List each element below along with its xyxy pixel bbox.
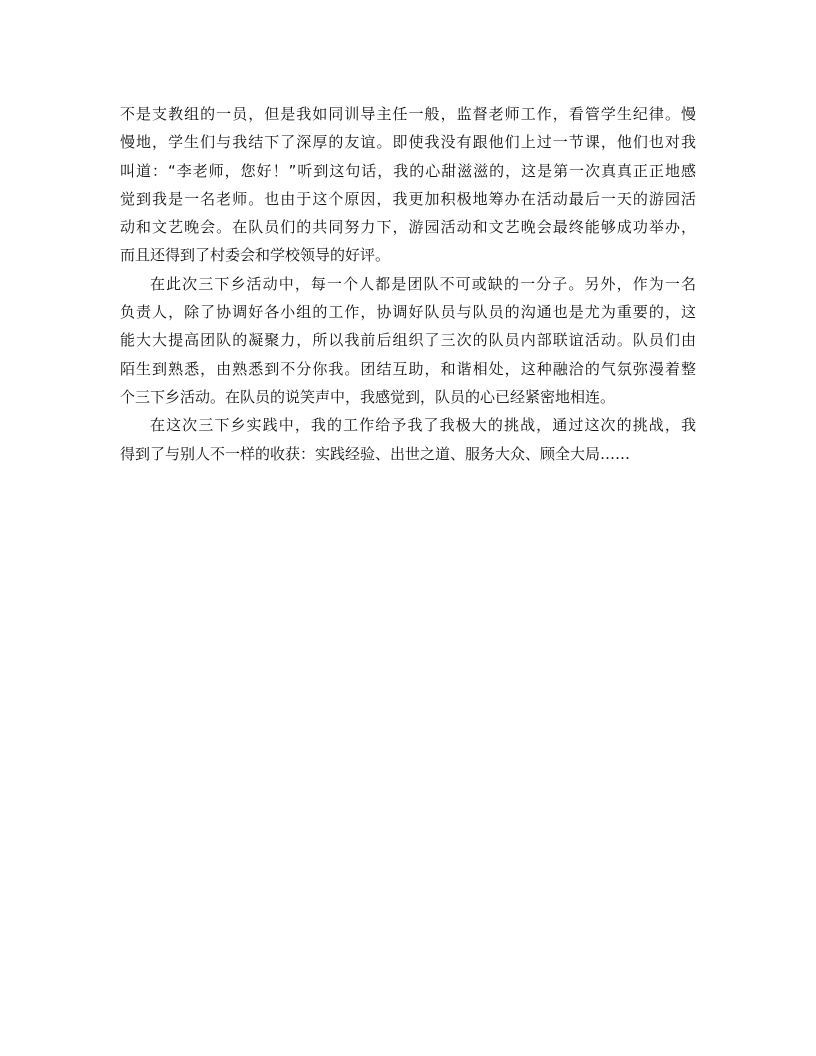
paragraph-3 xyxy=(120,411,696,468)
paragraph-line: 慢地，学生们与我结下了深厚的友谊。即使我没有跟他们上过一节课，他们也对我 xyxy=(120,133,696,152)
paragraph-line: 陌生到熟悉，由熟悉到不分你我。团结互助，和谐相处，这种融洽的气氛弥漫着整 xyxy=(120,359,696,378)
paragraph-line: 觉到我是一名老师。也由于这个原因，我更加积极地筹办在活动最后一天的游园活 xyxy=(120,189,696,208)
paragraph-line: 动和文艺晚会。在队员们的共同努力下，游园活动和文艺晚会最终能够成功举办， xyxy=(120,218,696,237)
paragraph-line: 叫道：“李老师，您好！”听到这句话，我的心甜滋滋的，这是第一次真真正正地感 xyxy=(120,161,696,180)
paragraph-line: 负责人，除了协调好各小组的工作，协调好队员与队员的沟通也是尤为重要的，这 xyxy=(120,303,696,322)
document-body xyxy=(120,100,696,468)
paragraph-1 xyxy=(120,100,696,270)
paragraph-2 xyxy=(120,270,696,411)
paragraph-line: 而且还得到了村委会和学校领导的好评。 xyxy=(120,246,391,265)
paragraph-line: 能大大提高团队的凝聚力，所以我前后组织了三次的队员内部联谊活动。队员们由 xyxy=(120,331,696,350)
paragraph-line: 个三下乡活动。在队员的说笑声中，我感觉到，队员的心已经紧密地相连。 xyxy=(120,387,616,406)
paragraph-line: 在此次三下乡活动中，每一个人都是团队不可或缺的一分子。另外，作为一名 xyxy=(150,274,696,293)
paragraph-line: 在这次三下乡实践中，我的工作给予我了我极大的挑战，通过这次的挑战，我 xyxy=(150,416,696,435)
paragraph-line: 不是支教组的一员，但是我如同训导主任一般，监督老师工作，看管学生纪律。慢 xyxy=(120,105,696,123)
paragraph-line: 得到了与别人不一样的收获：实践经验、出世之道、服务大众、顾全大局…… xyxy=(120,444,631,463)
